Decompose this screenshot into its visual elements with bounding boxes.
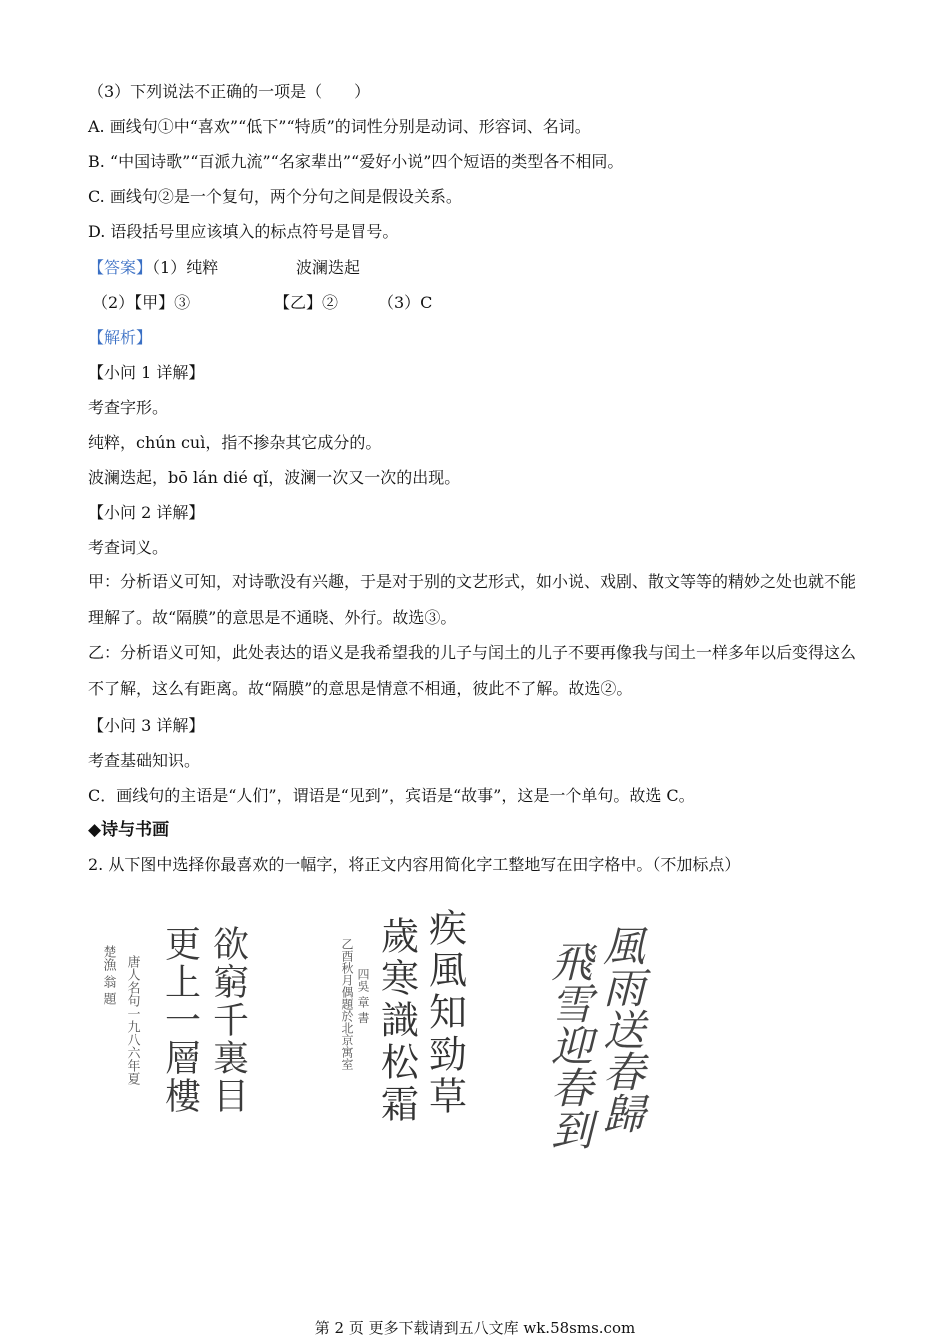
piece1-column-1	[206, 925, 250, 1115]
page-footer: 第 2 页 更多下载请到五八文库 wk.58sms.com	[314, 1319, 636, 1337]
sub3-line-1: 考查基础知识。	[88, 751, 201, 770]
piece1-inscription-1	[124, 955, 140, 1085]
piece2-col-2-text: 歲寒識松霜	[374, 916, 419, 1126]
sub2-line-1: 考查词义。	[88, 538, 169, 557]
sub1-line-3: 波澜迭起，bō lán dié qǐ，波澜一次又一次的出现。	[88, 468, 461, 487]
piece1-inscr-1-text: 唐人名句一九八六年夏	[124, 955, 140, 1085]
sub2-title: 【小问 2 详解】	[88, 503, 205, 522]
calligraphy-piece-1	[100, 915, 260, 1145]
sub2-jia: 甲：分析语义可知，对诗歌没有兴趣，于是对于别的文艺形式，如小说、戏剧、散文等等的精妙之处也就不能理解了。故“隔膜”的意思是不通晓、外行。故选③。	[88, 572, 857, 627]
answer-row-1	[88, 258, 218, 278]
piece3-column-1	[596, 924, 646, 1134]
q3-stem: （3）下列说法不正确的一项是（ ）	[88, 82, 371, 101]
sub2-yi: 乙：分析语义可知，此处表达的语义是我希望我的儿子与闰土的儿子不要再像我与闰土一样多年以后变得这么不了解，这么有距离。故“隔膜”的意思是情意不相通，彼此不了解。故选②。	[88, 643, 857, 698]
sub1-line-2: 纯粹，chún cuì，指不掺杂其它成分的。	[88, 433, 382, 452]
answer-3: （3）C	[378, 293, 433, 312]
piece2-inscr-2-text: 四吳 章 書	[356, 968, 370, 1024]
piece2-column-1	[422, 908, 468, 1118]
answer-1: （1）纯粹	[152, 258, 219, 277]
answer-2: （2）【甲】③	[92, 293, 191, 312]
calligraphy-piece-3	[540, 920, 650, 1150]
sub3-line-2: C．画线句的主语是“人们”，谓语是“见到”，宾语是“故事”，这是一个单句。故选 C。	[88, 786, 695, 805]
piece2-column-2	[374, 916, 420, 1126]
sub1-line-1: 考查字形。	[88, 398, 169, 417]
sub1-title: 【小问 1 详解】	[88, 363, 205, 382]
answer-1-second: 波澜迭起	[296, 258, 361, 277]
sub3-title: 【小问 3 详解】	[88, 716, 205, 735]
question-2: 2. 从下图中选择你最喜欢的一幅字，将正文内容用简化字工整地写在田字格中。（不加标点）	[88, 855, 741, 874]
analysis-label: 【解析】	[88, 328, 153, 347]
piece1-col-1-text: 欲窮千裏目	[207, 925, 249, 1115]
section-title: ◆诗与书画	[88, 820, 170, 840]
piece3-column-2	[544, 940, 594, 1150]
calligraphy-piece-2	[340, 908, 470, 1148]
piece2-inscription-1	[340, 938, 354, 1070]
piece3-col-1-text: 風雨送春歸	[597, 924, 646, 1134]
q3-option-a: A. 画线句①中“喜欢”“低下”“特质”的词性分别是动词、形容词、名词。	[88, 117, 591, 136]
piece2-inscr-1-text: 乙酉秋月偶題於北京寓室	[340, 938, 354, 1070]
piece1-col-2-text: 更上一層樓	[159, 925, 201, 1115]
piece3-col-2-text: 飛雪迎春到	[545, 940, 594, 1150]
answer-label: 【答案】	[88, 258, 153, 277]
piece1-inscription-2	[100, 945, 116, 1005]
answer-2-second: 【乙】②	[274, 293, 339, 312]
q3-option-b: B. “中国诗歌”“百派九流”“名家辈出”“爱好小说”四个短语的类型各不相同。	[88, 152, 624, 171]
q3-option-c: C. 画线句②是一个复句，两个分句之间是假设关系。	[88, 187, 462, 206]
piece2-inscription-2	[356, 968, 370, 1024]
piece1-inscr-2-text: 楚漁 翁 題	[100, 945, 116, 1006]
q3-option-d: D. 语段括号里应该填入的标点符号是冒号。	[88, 222, 399, 241]
piece2-col-1-text: 疾風知勁草	[422, 908, 467, 1118]
piece1-column-2	[158, 925, 202, 1115]
